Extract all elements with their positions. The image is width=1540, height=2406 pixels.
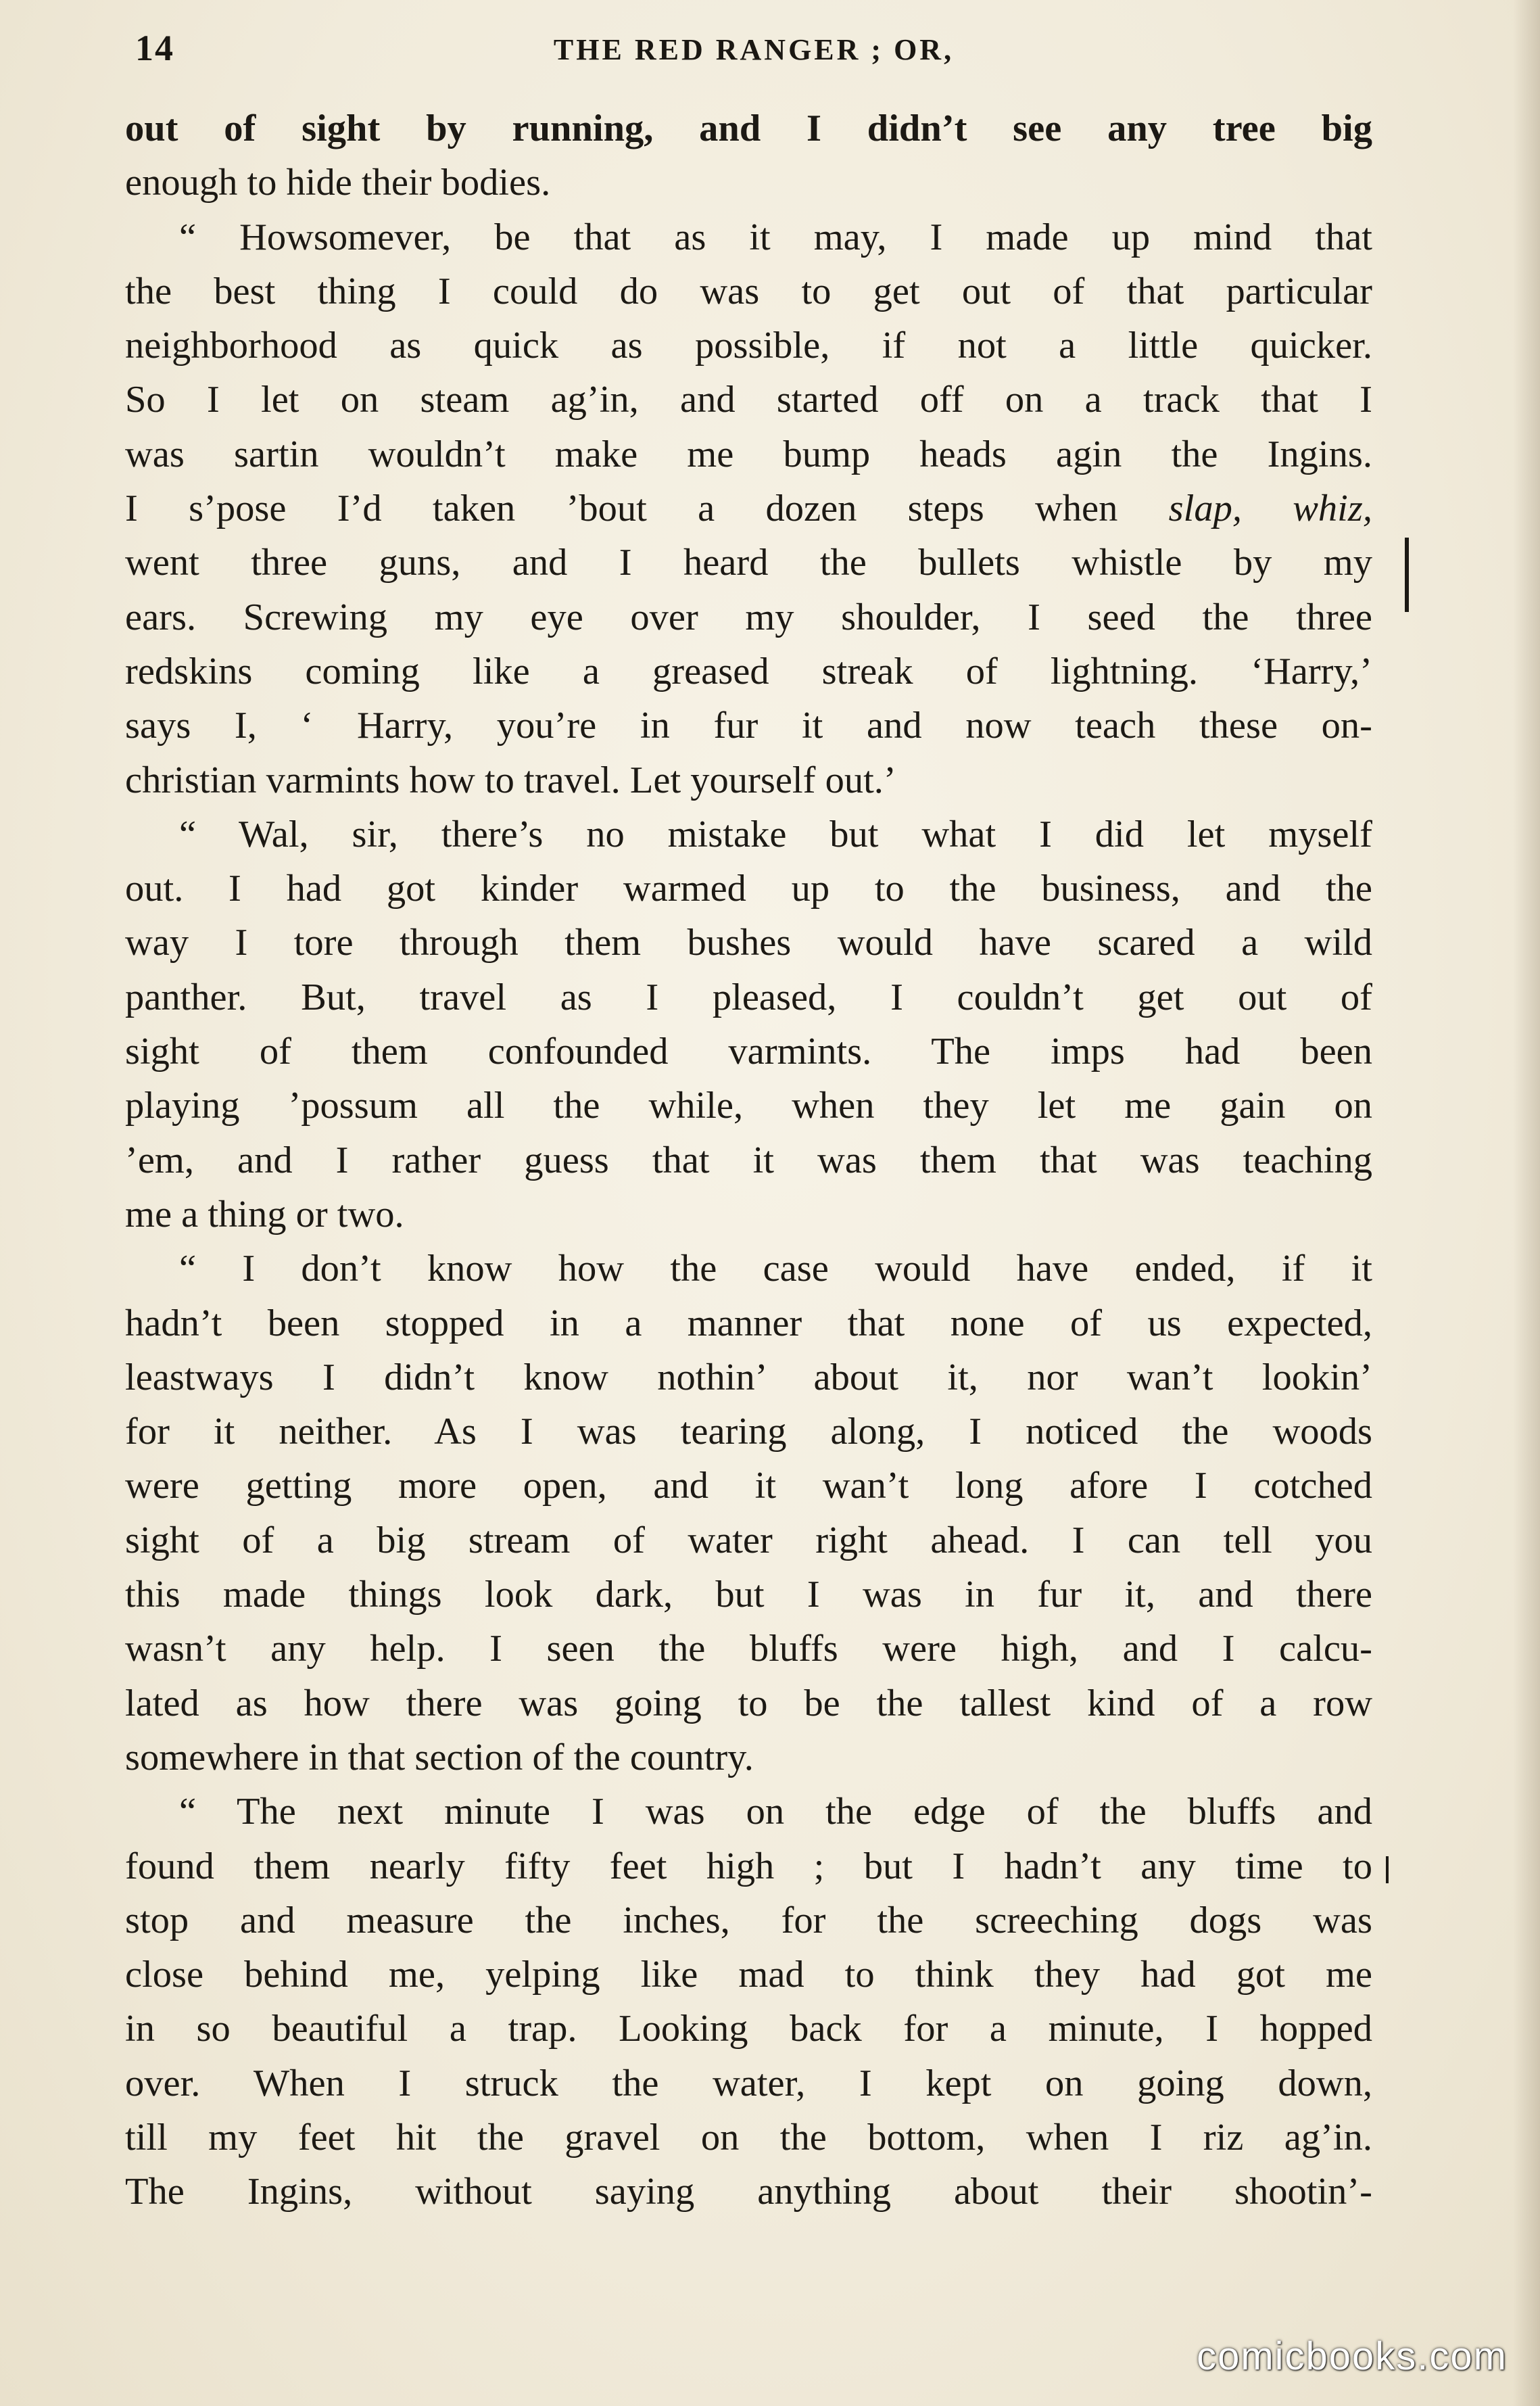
- text-line: in so beautiful a trap. Looking back for a minute, I hopped: [125, 2008, 1372, 2050]
- margin-mark: [1386, 1856, 1389, 1883]
- text-line: ears. Screwing my eye over my shoulder, I seed the three: [125, 596, 1372, 638]
- text-line: “ The next minute I was on the edge of the bluffs and: [179, 1791, 1372, 1833]
- text-line: this made things look dark, but I was in fur it, and there: [125, 1574, 1372, 1616]
- text-line: found them nearly fifty feet high ; but I hadn’t any time to: [125, 1845, 1372, 1887]
- text-line: close behind me, yelping like mad to think they had got me: [125, 1954, 1372, 1996]
- text-line: redskins coming like a greased streak of lightning. ‘Harry,’: [125, 650, 1372, 692]
- text-line: hadn’t been stopped in a manner that none of us expected,: [125, 1302, 1372, 1344]
- text-line: was sartin wouldn’t make me bump heads agin the Ingins.: [125, 433, 1372, 475]
- text-line: till my feet hit the gravel on the bottom, when I riz ag’in.: [125, 2116, 1372, 2159]
- text-line: leastways I didn’t know nothin’ about it, nor wan’t lookin’: [125, 1356, 1372, 1398]
- text-line: I s’pose I’d taken ’bout a dozen steps when slap, whiz,: [125, 488, 1372, 530]
- text-line: lated as how there was going to be the tallest kind of a row: [125, 1682, 1372, 1724]
- text-line: wasn’t any help. I seen the bluffs were high, and I calcu-: [125, 1628, 1372, 1670]
- text-line: neighborhood as quick as possible, if not a little quicker.: [125, 325, 1372, 367]
- text-line: playing ’possum all the while, when they let me gain on: [125, 1085, 1372, 1127]
- page-edge-shadow: [1513, 0, 1540, 2406]
- body-text: [125, 101, 1372, 2219]
- text-line: out of sight by running, and I didn’t see any tree big: [125, 108, 1372, 149]
- margin-mark: [1405, 538, 1409, 612]
- text-line: out. I had got kinder warmed up to the business, and the: [125, 868, 1372, 910]
- text-line: The Ingins, without saying anything about their shootin’-: [125, 2171, 1372, 2213]
- text-line: sight of them confounded varmints. The imps had been: [125, 1031, 1372, 1073]
- text-line: christian varmints how to travel. Let yourself out.’: [125, 759, 896, 801]
- text-line: for it neither. As I was tearing along, I noticed the woods: [125, 1411, 1372, 1453]
- text-line: went three guns, and I heard the bullets whistle by my: [125, 542, 1372, 584]
- text-line: “ I don’t know how the case would have ended, if it: [179, 1248, 1372, 1290]
- watermark: comicbooks.com: [1197, 2334, 1508, 2378]
- text-line: sight of a big stream of water right ahead. I can tell you: [125, 1519, 1372, 1561]
- text-line: enough to hide their bodies.: [125, 162, 551, 204]
- running-head: THE RED RANGER ; OR,: [553, 33, 955, 66]
- text-line: stop and measure the inches, for the screeching dogs was: [125, 1899, 1372, 1941]
- text-line: me a thing or two.: [125, 1193, 404, 1235]
- text-line: somewhere in that section of the country.: [125, 1736, 754, 1778]
- text-line: “ Wal, sir, there’s no mistake but what I did let myself: [179, 813, 1372, 855]
- text-line: the best thing I could do was to get out of that particular: [125, 270, 1372, 312]
- text-line: “ Howsomever, be that as it may, I made up mind that: [179, 216, 1372, 258]
- page-header: [135, 27, 1372, 74]
- page-number: 14: [135, 28, 174, 68]
- text-line: were getting more open, and it wan’t long afore I cotched: [125, 1465, 1372, 1507]
- text-line: way I tore through them bushes would have scared a wild: [125, 922, 1372, 964]
- text-line: ’em, and I rather guess that it was them that was teaching: [125, 1139, 1372, 1181]
- text-line: panther. But, travel as I pleased, I couldn’t get out of: [125, 976, 1372, 1018]
- text-line: over. When I struck the water, I kept on going down,: [125, 2062, 1372, 2104]
- text-line: So I let on steam ag’in, and started off on a track that I: [125, 379, 1372, 421]
- text-line: says I, ‘ Harry, you’re in fur it and now teach these on-: [125, 705, 1372, 747]
